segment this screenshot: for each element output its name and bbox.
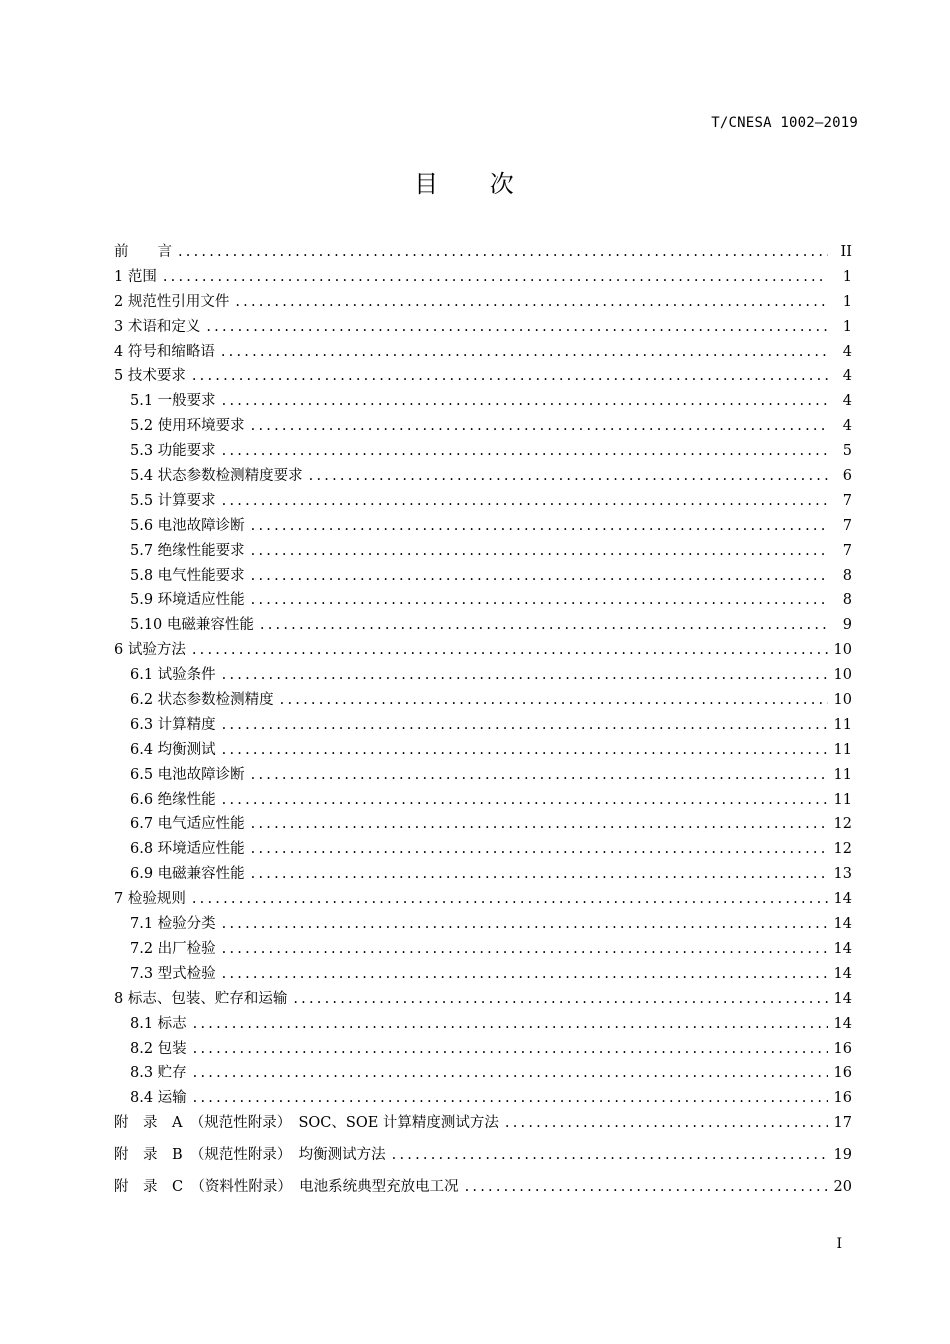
toc-entry-page: 20	[833, 1179, 852, 1196]
toc-entry-label: 8.2 包装	[130, 1040, 187, 1057]
toc-entry[interactable]	[114, 763, 852, 788]
page-number: I	[836, 1236, 842, 1252]
toc-entry[interactable]	[114, 663, 852, 688]
toc-entry-label: 5.3 功能要求	[130, 443, 216, 460]
toc-entry-page: 8	[842, 567, 852, 584]
toc-entry-page: 10	[833, 642, 852, 659]
toc-leader-dots	[280, 692, 828, 708]
toc-entry[interactable]	[114, 912, 852, 937]
toc-entry[interactable]	[114, 788, 852, 813]
toc-entry-page: 1	[842, 268, 852, 285]
toc-entry-page: 17	[833, 1115, 852, 1132]
toc-entry[interactable]	[114, 340, 852, 365]
toc-leader-dots	[251, 841, 828, 857]
toc-entry-page: 10	[833, 692, 852, 709]
toc-entry[interactable]	[114, 588, 852, 613]
toc-entry[interactable]	[114, 613, 852, 638]
table-of-contents	[114, 240, 852, 1207]
toc-entry-label: 6.9 电磁兼容性能	[130, 866, 245, 883]
toc-leader-dots	[222, 443, 828, 459]
toc-entry-label: 5.10 电磁兼容性能	[130, 617, 254, 634]
toc-entry-label: 6.4 均衡测试	[130, 741, 216, 758]
toc-entry-page: 14	[833, 940, 852, 957]
toc-entry-page: 4	[842, 418, 852, 435]
toc-entry[interactable]	[114, 464, 852, 489]
toc-leader-dots	[465, 1179, 828, 1195]
toc-entry-page: 10	[833, 667, 852, 684]
toc-leader-dots	[309, 468, 828, 484]
toc-entry-label: 7.1 检验分类	[130, 916, 216, 933]
toc-entry[interactable]	[114, 539, 852, 564]
toc-entry-page: 7	[842, 542, 852, 559]
toc-entry-label: 附 录 A （规范性附录） SOC、SOE 计算精度测试方法	[114, 1115, 499, 1132]
toc-entry-page: 11	[833, 716, 852, 733]
toc-entry-page: 8	[842, 592, 852, 609]
toc-entry-page: 7	[842, 517, 852, 534]
toc-entry-page: 4	[842, 393, 852, 410]
toc-entry-page: 11	[833, 741, 852, 758]
toc-leader-dots	[192, 642, 828, 658]
toc-entry-label: 2 规范性引用文件	[114, 293, 230, 310]
toc-entry-page: 14	[833, 1015, 852, 1032]
toc-entry-page: 12	[833, 841, 852, 858]
toc-entry-page: 11	[833, 766, 852, 783]
toc-entry-label: 7 检验规则	[114, 891, 186, 908]
toc-entry[interactable]	[114, 564, 852, 589]
toc-entry[interactable]	[114, 389, 852, 414]
toc-entry[interactable]	[114, 265, 852, 290]
toc-entry[interactable]	[114, 738, 852, 763]
toc-entry-label: 附 录 B （规范性附录） 均衡测试方法	[114, 1147, 386, 1164]
toc-entry[interactable]	[114, 240, 852, 265]
toc-entry[interactable]	[114, 414, 852, 439]
toc-leader-dots	[251, 767, 828, 783]
toc-leader-dots	[251, 816, 828, 832]
document-code: T/CNESA 1002—2019	[711, 115, 858, 131]
toc-leader-dots	[192, 368, 828, 384]
toc-entry-label: 1 范围	[114, 268, 157, 285]
toc-leader-dots	[222, 393, 828, 409]
toc-entry-label: 6.3 计算精度	[130, 716, 216, 733]
toc-entry-page: 5	[842, 443, 852, 460]
toc-entry-page: 11	[833, 791, 852, 808]
toc-entry[interactable]	[114, 1061, 852, 1086]
toc-entry[interactable]	[114, 1175, 852, 1207]
page-title: 目 次	[414, 170, 536, 198]
toc-entry-page: 4	[842, 368, 852, 385]
toc-entry-page: 14	[833, 916, 852, 933]
toc-leader-dots	[192, 891, 828, 907]
toc-entry-label: 6.2 状态参数检测精度	[130, 692, 274, 709]
toc-entry-page: 1	[842, 293, 852, 310]
toc-entry[interactable]	[114, 962, 852, 987]
toc-leader-dots	[222, 717, 828, 733]
toc-leader-dots	[235, 294, 828, 310]
toc-entry-page: II	[840, 244, 852, 260]
toc-entry-label: 4 符号和缩略语	[114, 343, 215, 360]
toc-leader-dots	[251, 543, 828, 559]
toc-entry[interactable]	[114, 887, 852, 912]
toc-leader-dots	[392, 1147, 828, 1163]
toc-entry[interactable]	[114, 439, 852, 464]
toc-entry-label: 5.4 状态参数检测精度要求	[130, 468, 303, 485]
toc-entry-label: 5 技术要求	[114, 368, 186, 385]
toc-entry-page: 13	[833, 866, 852, 883]
toc-entry-label: 6.7 电气适应性能	[130, 816, 245, 833]
toc-entry-label: 附 录 C （资料性附录） 电池系统典型充放电工况	[114, 1179, 459, 1196]
toc-entry-page: 14	[833, 891, 852, 908]
toc-entry[interactable]	[114, 514, 852, 539]
toc-entry-page: 6	[842, 468, 852, 485]
toc-leader-dots	[251, 418, 828, 434]
toc-leader-dots	[221, 344, 828, 360]
toc-entry[interactable]	[114, 987, 852, 1012]
toc-leader-dots	[251, 866, 828, 882]
toc-entry[interactable]	[114, 1037, 852, 1062]
toc-entry-label: 8.4 运输	[130, 1090, 187, 1107]
toc-entry-page: 19	[833, 1147, 852, 1164]
toc-entry[interactable]	[114, 862, 852, 887]
toc-leader-dots	[193, 1016, 828, 1032]
toc-entry-label: 5.7 绝缘性能要求	[130, 542, 245, 559]
toc-entry-label: 8.1 标志	[130, 1015, 187, 1032]
toc-entry-label: 7.2 出厂检验	[130, 940, 216, 957]
toc-entry-page: 12	[833, 816, 852, 833]
toc-leader-dots	[222, 966, 828, 982]
toc-entry[interactable]	[114, 837, 852, 862]
toc-entry-label: 3 术语和定义	[114, 318, 201, 335]
toc-entry[interactable]	[114, 638, 852, 663]
toc-entry[interactable]	[114, 1012, 852, 1037]
toc-entry[interactable]	[114, 1111, 852, 1143]
toc-entry-page: 14	[833, 965, 852, 982]
toc-entry-label: 6.6 绝缘性能	[130, 791, 216, 808]
toc-entry-page: 14	[833, 990, 852, 1007]
toc-entry[interactable]	[114, 290, 852, 315]
toc-entry[interactable]	[114, 812, 852, 837]
toc-entry-page: 4	[842, 343, 852, 360]
toc-leader-dots	[260, 617, 828, 633]
toc-leader-dots	[251, 592, 828, 608]
toc-leader-dots	[222, 667, 828, 683]
toc-leader-dots	[222, 493, 828, 509]
toc-entry-label: 8 标志、包装、贮存和运输	[114, 990, 288, 1007]
toc-entry-page: 7	[842, 492, 852, 509]
toc-entry-page: 9	[842, 617, 852, 634]
toc-leader-dots	[206, 319, 828, 335]
toc-leader-dots	[222, 941, 828, 957]
toc-entry-page: 16	[833, 1090, 852, 1107]
toc-leader-dots	[293, 991, 827, 1007]
toc-leader-dots	[193, 1065, 828, 1081]
toc-entry-label: 5.8 电气性能要求	[130, 567, 245, 584]
toc-entry[interactable]	[114, 364, 852, 389]
toc-leader-dots	[178, 244, 828, 260]
toc-leader-dots	[222, 916, 828, 932]
toc-entry-label: 6.5 电池故障诊断	[130, 766, 245, 783]
toc-entry-label: 7.3 型式检验	[130, 965, 216, 982]
toc-leader-dots	[163, 269, 828, 285]
toc-entry-label: 前 言	[114, 244, 172, 260]
toc-entry-label: 5.1 一般要求	[130, 393, 216, 410]
toc-entry-label: 5.5 计算要求	[130, 492, 216, 509]
toc-entry-label: 5.9 环境适应性能	[130, 592, 245, 609]
toc-entry-label: 6 试验方法	[114, 642, 186, 659]
toc-leader-dots	[505, 1115, 828, 1131]
toc-entry-page: 16	[833, 1065, 852, 1082]
toc-leader-dots	[222, 792, 828, 808]
toc-entry-label: 6.1 试验条件	[130, 667, 216, 684]
toc-leader-dots	[222, 742, 828, 758]
toc-leader-dots	[251, 568, 828, 584]
toc-entry[interactable]	[114, 937, 852, 962]
toc-entry-label: 5.2 使用环境要求	[130, 418, 245, 435]
toc-entry-page: 1	[842, 318, 852, 335]
toc-entry-label: 8.3 贮存	[130, 1065, 187, 1082]
toc-entry-label: 6.8 环境适应性能	[130, 841, 245, 858]
toc-entry[interactable]	[114, 1086, 852, 1111]
toc-entry-label: 5.6 电池故障诊断	[130, 517, 245, 534]
toc-entry-page: 16	[833, 1040, 852, 1057]
toc-entry[interactable]	[114, 713, 852, 738]
toc-leader-dots	[251, 518, 828, 534]
toc-entry[interactable]	[114, 489, 852, 514]
toc-entry[interactable]	[114, 688, 852, 713]
toc-entry[interactable]	[114, 315, 852, 340]
toc-leader-dots	[193, 1041, 828, 1057]
toc-leader-dots	[193, 1090, 828, 1106]
toc-entry[interactable]	[114, 1143, 852, 1175]
